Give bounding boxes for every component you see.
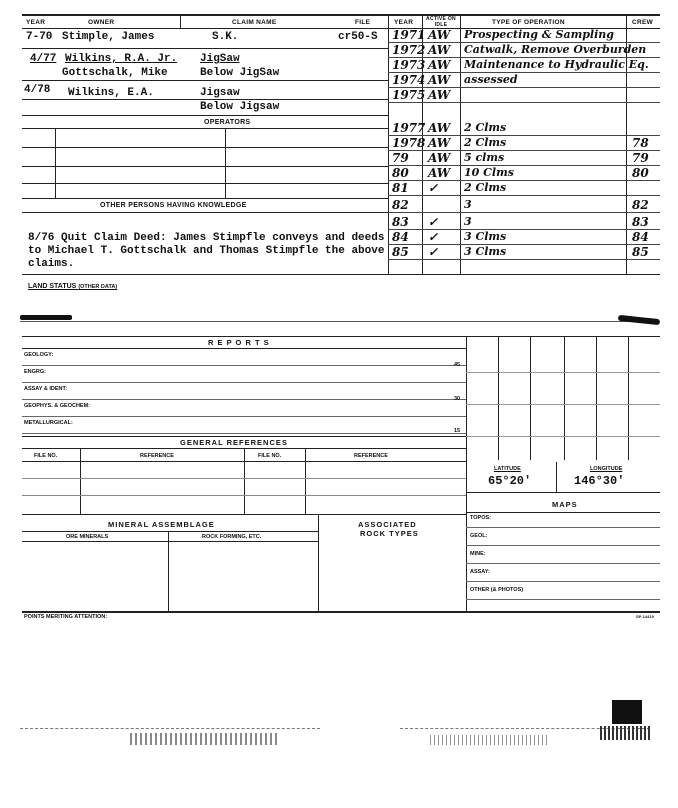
ref-reference-header: REFERENCE <box>354 453 388 459</box>
owner-row-claim: Below Jigsaw <box>200 101 280 113</box>
operation-active: AW <box>428 73 451 87</box>
col-type-operation-header: TYPE OF OPERATION <box>492 19 565 26</box>
associated-label: ASSOCIATED <box>358 520 417 529</box>
operation-active: AW <box>428 28 451 42</box>
maps-row-label: ASSAY: <box>470 569 490 575</box>
owner-row-name: Gottschalk, Mike <box>62 67 168 79</box>
owner-row-name: Wilkins, R.A. Jr. <box>65 53 178 65</box>
owner-row-name: Stimple, James <box>62 31 155 43</box>
operation-type: 2 Clms <box>464 136 507 149</box>
general-references-title: GENERAL REFERENCES <box>180 438 288 447</box>
owner-row-claim: JigSaw <box>200 53 240 65</box>
col-year2-header: YEAR <box>394 19 414 26</box>
operation-type: Catwalk, Remove Overburden <box>464 43 647 56</box>
maps-row-label: OTHER (& PHOTOS) <box>470 587 524 593</box>
col-owner-header: OWNER <box>88 19 115 26</box>
owner-row-year: 7-70 <box>26 31 53 43</box>
operation-type: 10 Clms <box>464 166 514 179</box>
operation-year: 82 <box>392 198 409 212</box>
latitude-value: 65°20' <box>488 474 532 488</box>
operation-crew: 84 <box>632 230 649 244</box>
operation-year: 81 <box>392 181 409 195</box>
rock-forming-header: ROCK FORMING, ETC. <box>202 534 262 540</box>
scan-mark <box>618 315 660 325</box>
operation-year: 80 <box>392 166 409 180</box>
operation-type: 2 Clms <box>464 121 507 134</box>
operation-crew: 80 <box>632 166 649 180</box>
operation-type: 3 <box>464 215 472 228</box>
operation-type: 2 Clms <box>464 181 507 194</box>
reports-scale: 15 <box>454 428 461 434</box>
operation-year: 1975 <box>392 88 426 102</box>
operation-type: 5 clms <box>464 151 505 164</box>
reports-row-label: ENGRG: <box>24 369 46 375</box>
reports-scale: 30 <box>454 396 461 402</box>
points-meriting-attention-label: POINTS MERITING ATTENTION: <box>24 614 108 620</box>
longitude-value: 146°30' <box>574 474 625 488</box>
maps-row-label: GEOL: <box>470 533 488 539</box>
ref-file-no-header: FILE NO. <box>34 453 58 459</box>
scan-mark <box>20 315 72 320</box>
reports-row-label: GEOLOGY: <box>24 352 54 358</box>
operation-active: AW <box>428 151 451 165</box>
reports-row-label: GEOPHYS. & GEOCHEM: <box>24 403 91 409</box>
notes-line: to Michael T. Gottschalk and Thomas Stimpfle the above <box>28 245 385 257</box>
operation-type: 3 Clms <box>464 230 507 243</box>
operators-label: OPERATORS <box>204 119 251 126</box>
ore-minerals-header: ORE MINERALS <box>66 534 109 540</box>
maps-title: MAPS <box>552 500 578 509</box>
maps-row-label: TOPOS: <box>470 515 491 521</box>
operation-active: AW <box>428 136 451 150</box>
operation-year: 84 <box>392 230 409 244</box>
col-active-header: ACTIVE ON IDLE <box>426 16 456 28</box>
reports-scale: 45 <box>454 362 461 368</box>
operation-active: AW <box>428 166 451 180</box>
reports-row-label: METALLURGICAL: <box>24 420 73 426</box>
owner-row-claim: Below JigSaw <box>200 67 280 79</box>
longitude-label: LONGITUDE <box>590 466 623 472</box>
operation-active: AW <box>428 58 451 72</box>
owner-row-claim: Jigsaw <box>200 87 240 99</box>
operation-type: Prospecting & Sampling <box>464 28 614 41</box>
operation-crew: 82 <box>632 198 649 212</box>
operation-crew: 83 <box>632 215 649 229</box>
rock-types-label: ROCK TYPES <box>360 529 419 538</box>
operation-active: ✓ <box>428 245 439 259</box>
owner-row-claim: S.K. <box>212 31 239 43</box>
ref-file-no-header: FILE NO. <box>258 453 282 459</box>
operation-active: ✓ <box>428 181 439 195</box>
operation-year: 1974 <box>392 73 426 87</box>
operation-year: 83 <box>392 215 409 229</box>
col-file-header: FILE <box>355 19 371 26</box>
col-claim-name-header: CLAIM NAME <box>232 19 277 26</box>
operation-year: 1977 <box>392 121 426 135</box>
land-status-sub: (OTHER DATA) <box>78 284 118 290</box>
operation-type: 3 Clms <box>464 245 507 258</box>
operation-active: AW <box>428 43 451 57</box>
operation-type: assessed <box>464 73 518 86</box>
owner-row-year: 4/78 <box>24 84 51 96</box>
maps-row-label: MINE: <box>470 551 486 557</box>
ref-reference-header: REFERENCE <box>140 453 174 459</box>
operation-year: 1978 <box>392 136 426 150</box>
other-persons-label: OTHER PERSONS HAVING KNOWLEDGE <box>100 202 247 209</box>
operation-year: 1971 <box>392 28 426 42</box>
latitude-label: LATITUDE <box>494 466 521 472</box>
form-code: SP-14419 <box>636 614 654 619</box>
land-status-label <box>28 283 117 290</box>
operation-crew: 85 <box>632 245 649 259</box>
owner-row-name: Wilkins, E.A. <box>68 87 154 99</box>
land-status-title: LAND STATUS <box>28 283 77 290</box>
operation-active: AW <box>428 121 451 135</box>
owner-row-file: cr50-S <box>338 31 378 43</box>
operation-crew: 79 <box>632 151 649 165</box>
notes-line: 8/76 Quit Claim Deed: James Stimpfle conveys and deeds <box>28 232 385 244</box>
col-crew-header: CREW <box>632 19 654 26</box>
operation-type: 3 <box>464 198 472 211</box>
operation-year: 1972 <box>392 43 426 57</box>
operation-type: Maintenance to Hydraulic Eq. <box>464 58 649 71</box>
reports-title: R E P O R T S <box>208 338 270 347</box>
operation-year: 79 <box>392 151 409 165</box>
operation-year: 85 <box>392 245 409 259</box>
owner-row-year: 4/77 <box>30 53 57 65</box>
col-year-header: YEAR <box>26 19 46 26</box>
operation-crew: 78 <box>632 136 649 150</box>
mineral-assemblage-title: MINERAL ASSEMBLAGE <box>108 520 215 529</box>
operation-active: ✓ <box>428 215 439 229</box>
operation-active: AW <box>428 88 451 102</box>
operation-year: 1973 <box>392 58 426 72</box>
reports-row-label: ASSAY & IDENT: <box>24 386 68 392</box>
operation-active: ✓ <box>428 230 439 244</box>
notes-line: claims. <box>28 258 75 270</box>
